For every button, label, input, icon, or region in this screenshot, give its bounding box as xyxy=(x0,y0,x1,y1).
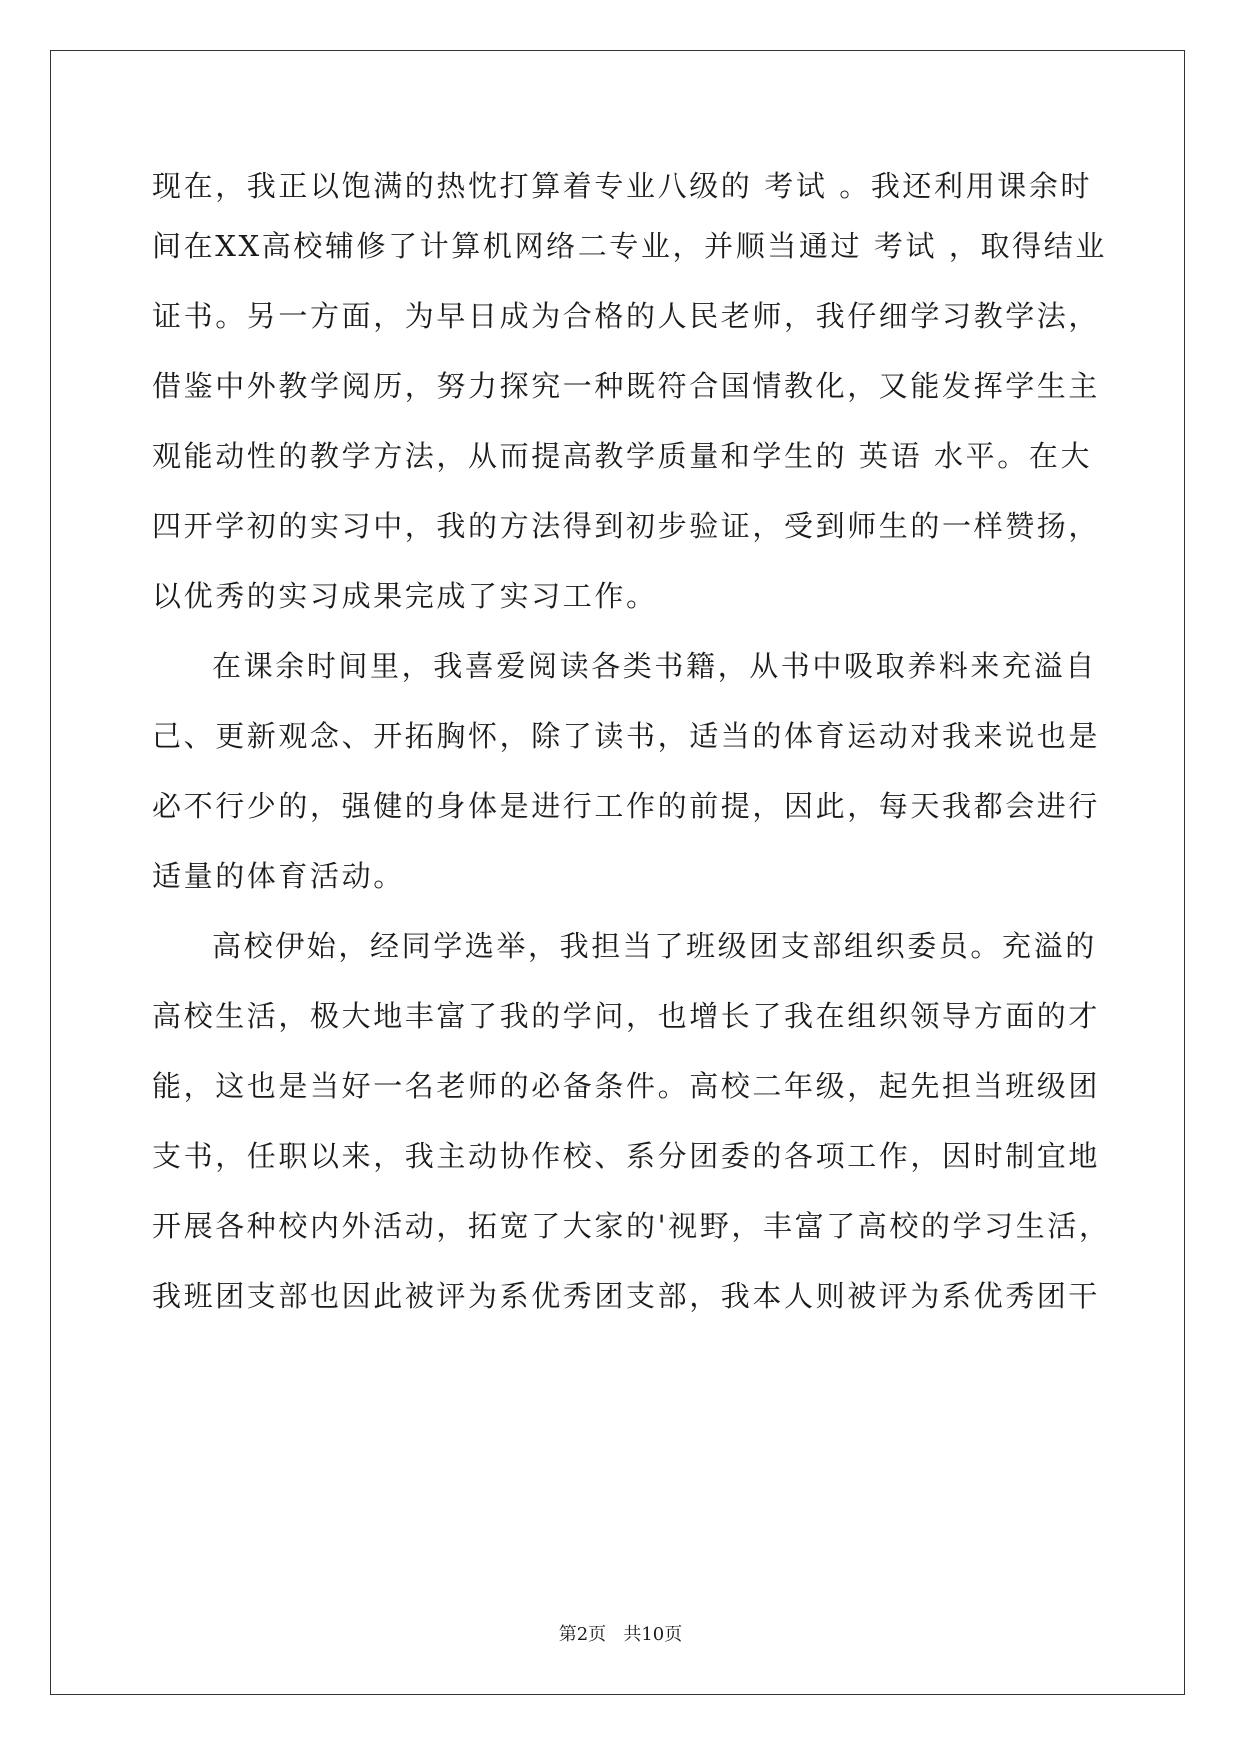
paragraph-first-line: 高校伊始，经同学选举，我担当了班级团支部组织委员。充溢的 xyxy=(212,929,1097,963)
body-text-line: 以优秀的实习成果完成了实习工作。 xyxy=(152,579,658,613)
body-text-line: 必不行少的，强健的身体是进行工作的前提，因此，每天我都会进行 xyxy=(152,789,1101,823)
body-text-line: 己、更新观念、开拓胸怀，除了读书，适当的体育运动对我来说也是 xyxy=(152,719,1101,753)
body-text-line: 开展各种校内外活动，拓宽了大家的'视野，丰富了高校的学习生活， xyxy=(152,1209,1111,1243)
body-text-line: 我班团支部也因此被评为系优秀团支部，我本人则被评为系优秀团干 xyxy=(152,1279,1101,1313)
paragraph-first-line: 在课余时间里，我喜爱阅读各类书籍，从书中吸取养料来充溢自 xyxy=(212,649,1097,683)
body-text-line: 间在XX高校辅修了计算机网络二专业，并顺当通过 考试 ，取得结业 xyxy=(152,229,1107,263)
body-text-line: 观能动性的教学方法，从而提高教学质量和学生的 英语 水平。在大 xyxy=(152,439,1093,473)
body-text-line: 适量的体育活动。 xyxy=(152,859,405,893)
body-text-line: 能，这也是当好一名老师的必备条件。高校二年级，起先担当班级团 xyxy=(152,1069,1101,1103)
body-text-line: 证书。另一方面，为早日成为合格的人民老师，我仔细学习教学法， xyxy=(152,299,1101,333)
body-text-line: 借鉴中外教学阅历，努力探究一种既符合国情教化，又能发挥学生主 xyxy=(152,369,1101,403)
page-footer: 第2页 共10页 xyxy=(558,1624,683,1645)
body-text-line: 四开学初的实习中，我的方法得到初步验证，受到师生的一样赞扬， xyxy=(152,509,1101,543)
body-text-line: 高校生活，极大地丰富了我的学问，也增长了我在组织领导方面的才 xyxy=(152,999,1101,1033)
body-text-line: 支书，任职以来，我主动协作校、系分团委的各项工作，因时制宜地 xyxy=(152,1139,1101,1173)
body-text-line: 现在，我正以饱满的热忱打算着专业八级的 考试 。我还利用课余时 xyxy=(152,169,1093,203)
